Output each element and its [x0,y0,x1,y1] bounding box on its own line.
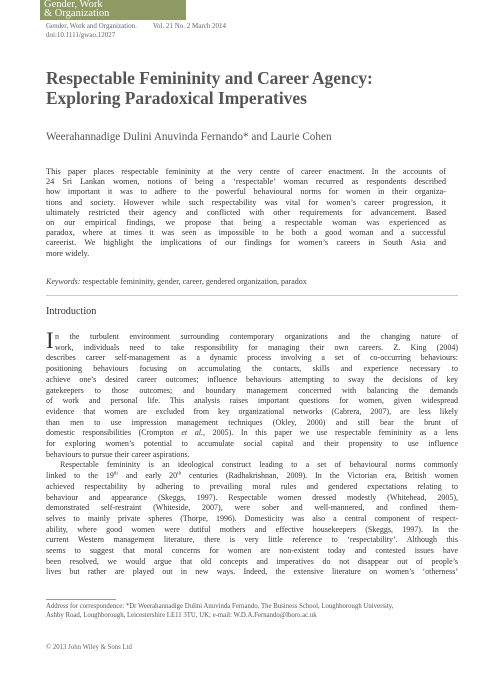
abstract-line: This paper places respectable femininity at the very centre of career enactment. In the accounts of [46,167,446,176]
body-line: ability, where good women were dutiful mothers and effective housekeepers (Skeggs, 1997). In the [46,524,458,534]
body-line: selves to mainly private spheres (Thorpe, 1996). Domesticity was also a central component of respect- [46,513,458,523]
copyright-notice: © 2013 John Wiley & Sons Ltd [46,644,132,651]
body-line: domestic responsibilities (Crompton et al., 2005). In this paper we use respectable femininity as a lens [46,428,459,438]
journal-logo-line2: & Organization [44,8,110,19]
body-line: achieve one’s desired career outcomes; influence behaviours attempting to sway the decisions of key [46,374,458,384]
article-body [46,328,459,578]
body-line: behaviour and appearance (Skeggs, 1997). Respectable women dressed modestly (Whitehead, 2005), [46,492,458,502]
abstract-line: ultimately restricted their agency and conflicted with other requirements for advancement. Based [46,207,446,217]
abstract-line: more widely. [46,248,90,258]
footnote-divider [46,599,116,600]
article-title-line: Respectable Femininity and Career Agency: [46,68,373,88]
body-line: evidence that women are excluded from key organizational networks (Cabrera, 2007), are less likely [46,406,458,416]
body-line: positioning behaviours focusing on accumulating the contacts, skills and experience necessary to [46,364,458,374]
article-title-line: Exploring Paradoxical Imperatives [46,88,307,108]
abstract-line: paradox, where at times it was seen as impossible to be both a good woman and a successful [46,228,446,238]
body-line: achieved respectability by adhering to prevailing moral rules and gendered expectations relating to [46,481,458,491]
footnote-line: Address for correspondence: *Dr Weerahannadige Dulini Anuvinda Fernando, The Business School, Loughborough University, [46,603,394,610]
correspondence-footnote [46,602,458,620]
article-doi: doi:10.1111/gwao.12027 [46,31,116,39]
article-keywords [46,277,307,286]
section-heading: Introduction [46,306,97,317]
body-line: gatekeepers to those outcomes; and boundary management concerned with balancing the demands [46,385,458,395]
keywords-label: Keywords: [46,277,81,286]
abstract-line: how important it was to adhere to the powerful behavioural norms for women in their organiza- [46,187,446,197]
body-line: work, individuals need to take responsibility for managing their own careers. Z. King (2004) [55,342,458,352]
abstract-line: on our empirical findings, we propose that being a respectable woman was experienced as [46,218,446,228]
article-abstract [46,167,446,259]
journal-logo-line1: Gender, Work [44,0,103,10]
keywords-list: respectable femininity, gender, career, gendered organization, paradox [80,277,307,286]
drop-cap: I [46,328,54,353]
abstract-line: 24 Sri Lankan women, notions of being a ‘respectable’ woman recurred as respondents described [46,177,446,187]
body-line: current Western management literature, there is very little reference to ‘respectability’. Although this [46,535,458,545]
body-line: of work and personal life. This analysis raises important questions for women, given widespread [46,396,458,406]
body-line: behaviours to pursue their career aspirations. [46,449,190,459]
body-line: describes career self-management as a dynamic process involving a set of co-occurring behaviours: [46,353,458,363]
body-line: been resolved, we would argue that old concepts and imperatives do not disappear out of people’s [46,556,458,566]
body-line: lives but rather are played out in new ways. Indeed, the extensive literature on women’s ‘otherness’ [46,567,458,577]
journal-volume: Vol. 21 No. 2 March 2014 [152,22,227,30]
body-line: Respectable femininity is an ideological construct leading to a set of behavioural norms commonly [60,460,458,470]
body-line: for exploring women’s potential to accumulate social capital and their propensity to use influence [46,439,458,449]
body-line: seems to suggest that moral concerns for women are non-existent today and contested issues have [46,546,458,556]
journal-name: Gender, Work and Organization. [46,22,137,30]
article-authors: Weerahannadige Dulini Anuvinda Fernando* and Laurie Cohen [46,131,332,143]
body-line: demonstrated self-restraint (Whiteside, 2007), were sober and well-mannered, and confined them- [46,503,458,513]
article-title [46,68,466,108]
abstract-line: careerist. We highlight the implications of our findings for women’s careers in South Asia and [46,238,446,248]
journal-citation [46,22,226,30]
footnote-line: Ashby Road, Loughborough, Leicestershire LE11 3TU, UK; e-mail: W.D.A.Fernando@lboro.ac.uk [46,612,317,619]
journal-logo [40,0,186,20]
body-line: n the turbulent environment surrounding contemporary organizations and the changing nature of [55,332,458,341]
body-line: than men to use impression management techniques (Okley, 2000) and still bear the brunt of [46,417,458,427]
section-divider [46,295,458,296]
abstract-line: tions and society. However while such respectability was vital for women’s career progression, it [46,197,446,207]
body-line: linked to the 19th and early 20th centuries (Radhakrishnan, 2009). In the Victorian era, British women [46,471,459,481]
